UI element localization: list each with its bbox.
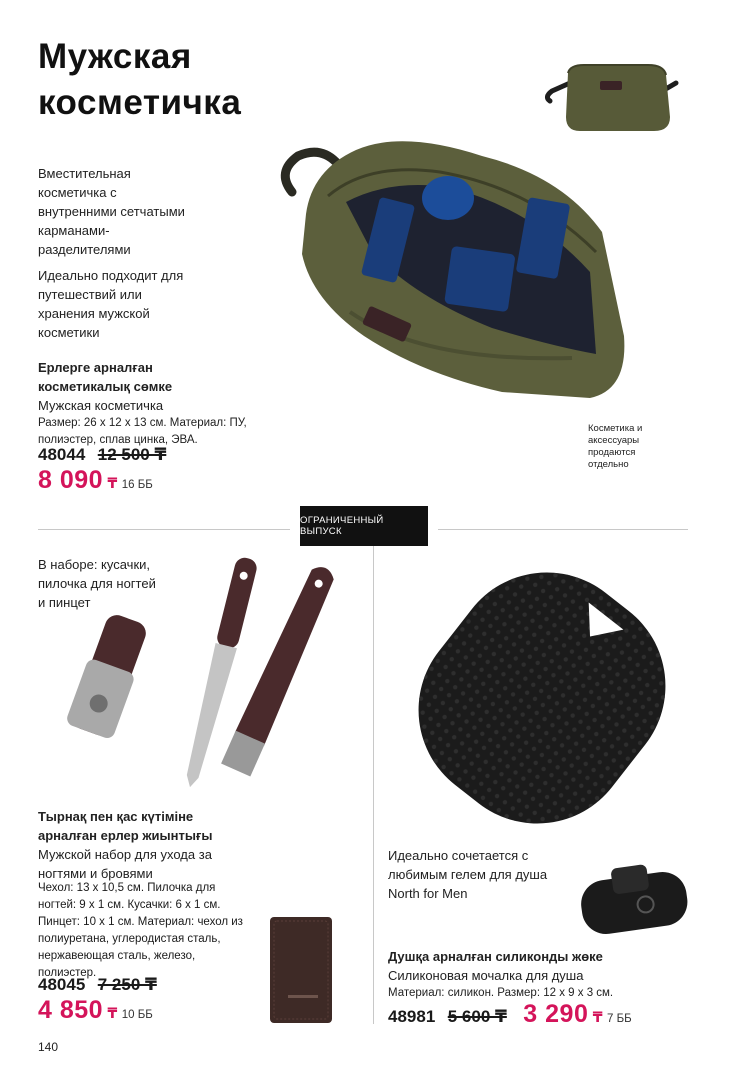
bag-bb: 16 ББ — [121, 479, 153, 491]
title-line-1: Мужская — [38, 37, 192, 76]
sponge-old-price: 5 600 ₸ — [447, 1007, 507, 1026]
page-title — [38, 34, 241, 126]
bag-main-image — [272, 122, 640, 434]
sponge-currency: ₸ — [592, 1009, 603, 1025]
nail-case-image — [268, 915, 334, 1025]
nail-set-info — [38, 807, 212, 883]
sponge-image — [392, 568, 692, 828]
bag-name-ru: Мужская косметичка — [38, 398, 164, 413]
sponge-intro: Идеально сочетается с любимым гелем для душа North for Men — [388, 848, 548, 901]
bag-code: 48044 — [38, 445, 86, 464]
sponge-info — [388, 947, 613, 1002]
bag-spec-1: Размер: 26 x 12 x 13 см. Материал: ПУ, — [38, 417, 247, 429]
sponge-bb: 7 ББ — [607, 1013, 632, 1025]
sponge-name-ru: Силиконовая мочалка для душа — [388, 968, 584, 983]
sponge-spec: Материал: силикон. Размер: 12 x 9 x 3 см. — [388, 987, 614, 999]
bag-price-row — [38, 466, 153, 495]
nail-code-row — [38, 975, 157, 995]
bag-name-kz-2: косметикалық сөмке — [38, 379, 173, 394]
bag-price: 8 090 — [38, 466, 104, 494]
sponge-small-image — [575, 860, 693, 942]
column-divider — [373, 546, 374, 1024]
divider-right — [438, 529, 688, 530]
sponge-name-kz: Душқа арналған силиконды жөке — [388, 949, 603, 964]
nail-price-row — [38, 996, 153, 1025]
bag-spec-2: полиэстер, сплав цинка, ЭВА. — [38, 434, 198, 446]
page-number: 140 — [38, 1040, 59, 1054]
nail-name-kz-1: Тырнақ пен қас күтіміне — [38, 809, 194, 824]
nail-currency: ₸ — [107, 1005, 118, 1021]
bag-currency: ₸ — [107, 475, 118, 491]
nail-old-price: 7 250 ₸ — [97, 975, 157, 994]
nail-code: 48045 — [38, 975, 86, 994]
bag-description-1: Вместительная косметичка с внутренними сетчатыми карманами- разделителями — [38, 166, 185, 257]
nail-name-ru-2: ногтями и бровями — [38, 866, 153, 881]
limited-edition-badge: ОГРАНИЧЕННЫЙ ВЫПУСК — [300, 506, 428, 546]
nail-price: 4 850 — [38, 996, 104, 1024]
sponge-code: 48981 — [388, 1007, 436, 1026]
nail-set-image — [48, 545, 338, 795]
sponge-price: 3 290 — [523, 1000, 589, 1028]
bag-code-row — [38, 445, 166, 465]
bag-name-kz-1: Ерлерге арналған — [38, 360, 153, 375]
nail-set-spec: Чехол: 13 x 10,5 см. Пилочка для ногтей: 9 x 1 см. Кусачки: 6 x 1 см. Пинцет: 10 x 1 см. Материал: чехол из полиуретана, углеродистая сталь, нержавеющая сталь, железо, полиэстер. — [38, 882, 243, 979]
bag-product-info — [38, 358, 247, 449]
title-line-2: косметичка — [38, 83, 242, 122]
divider-left — [38, 529, 290, 530]
nail-name-ru-1: Мужской набор для ухода за — [38, 847, 212, 862]
bag-note: Косметика и аксессуары продаются отдельно — [588, 423, 643, 470]
nail-name-kz-2: арналған ерлер жиынтығы — [38, 828, 213, 843]
bag-old-price: 12 500 ₸ — [97, 445, 167, 464]
bag-description-2: Идеально подходит для путешествий или хранения мужской косметики — [38, 268, 184, 340]
nail-bb: 10 ББ — [121, 1009, 153, 1021]
sponge-price-row — [388, 1000, 632, 1029]
nail-set-intro: В наборе: кусачки, пилочка для ногтей и пинцет — [38, 557, 156, 610]
